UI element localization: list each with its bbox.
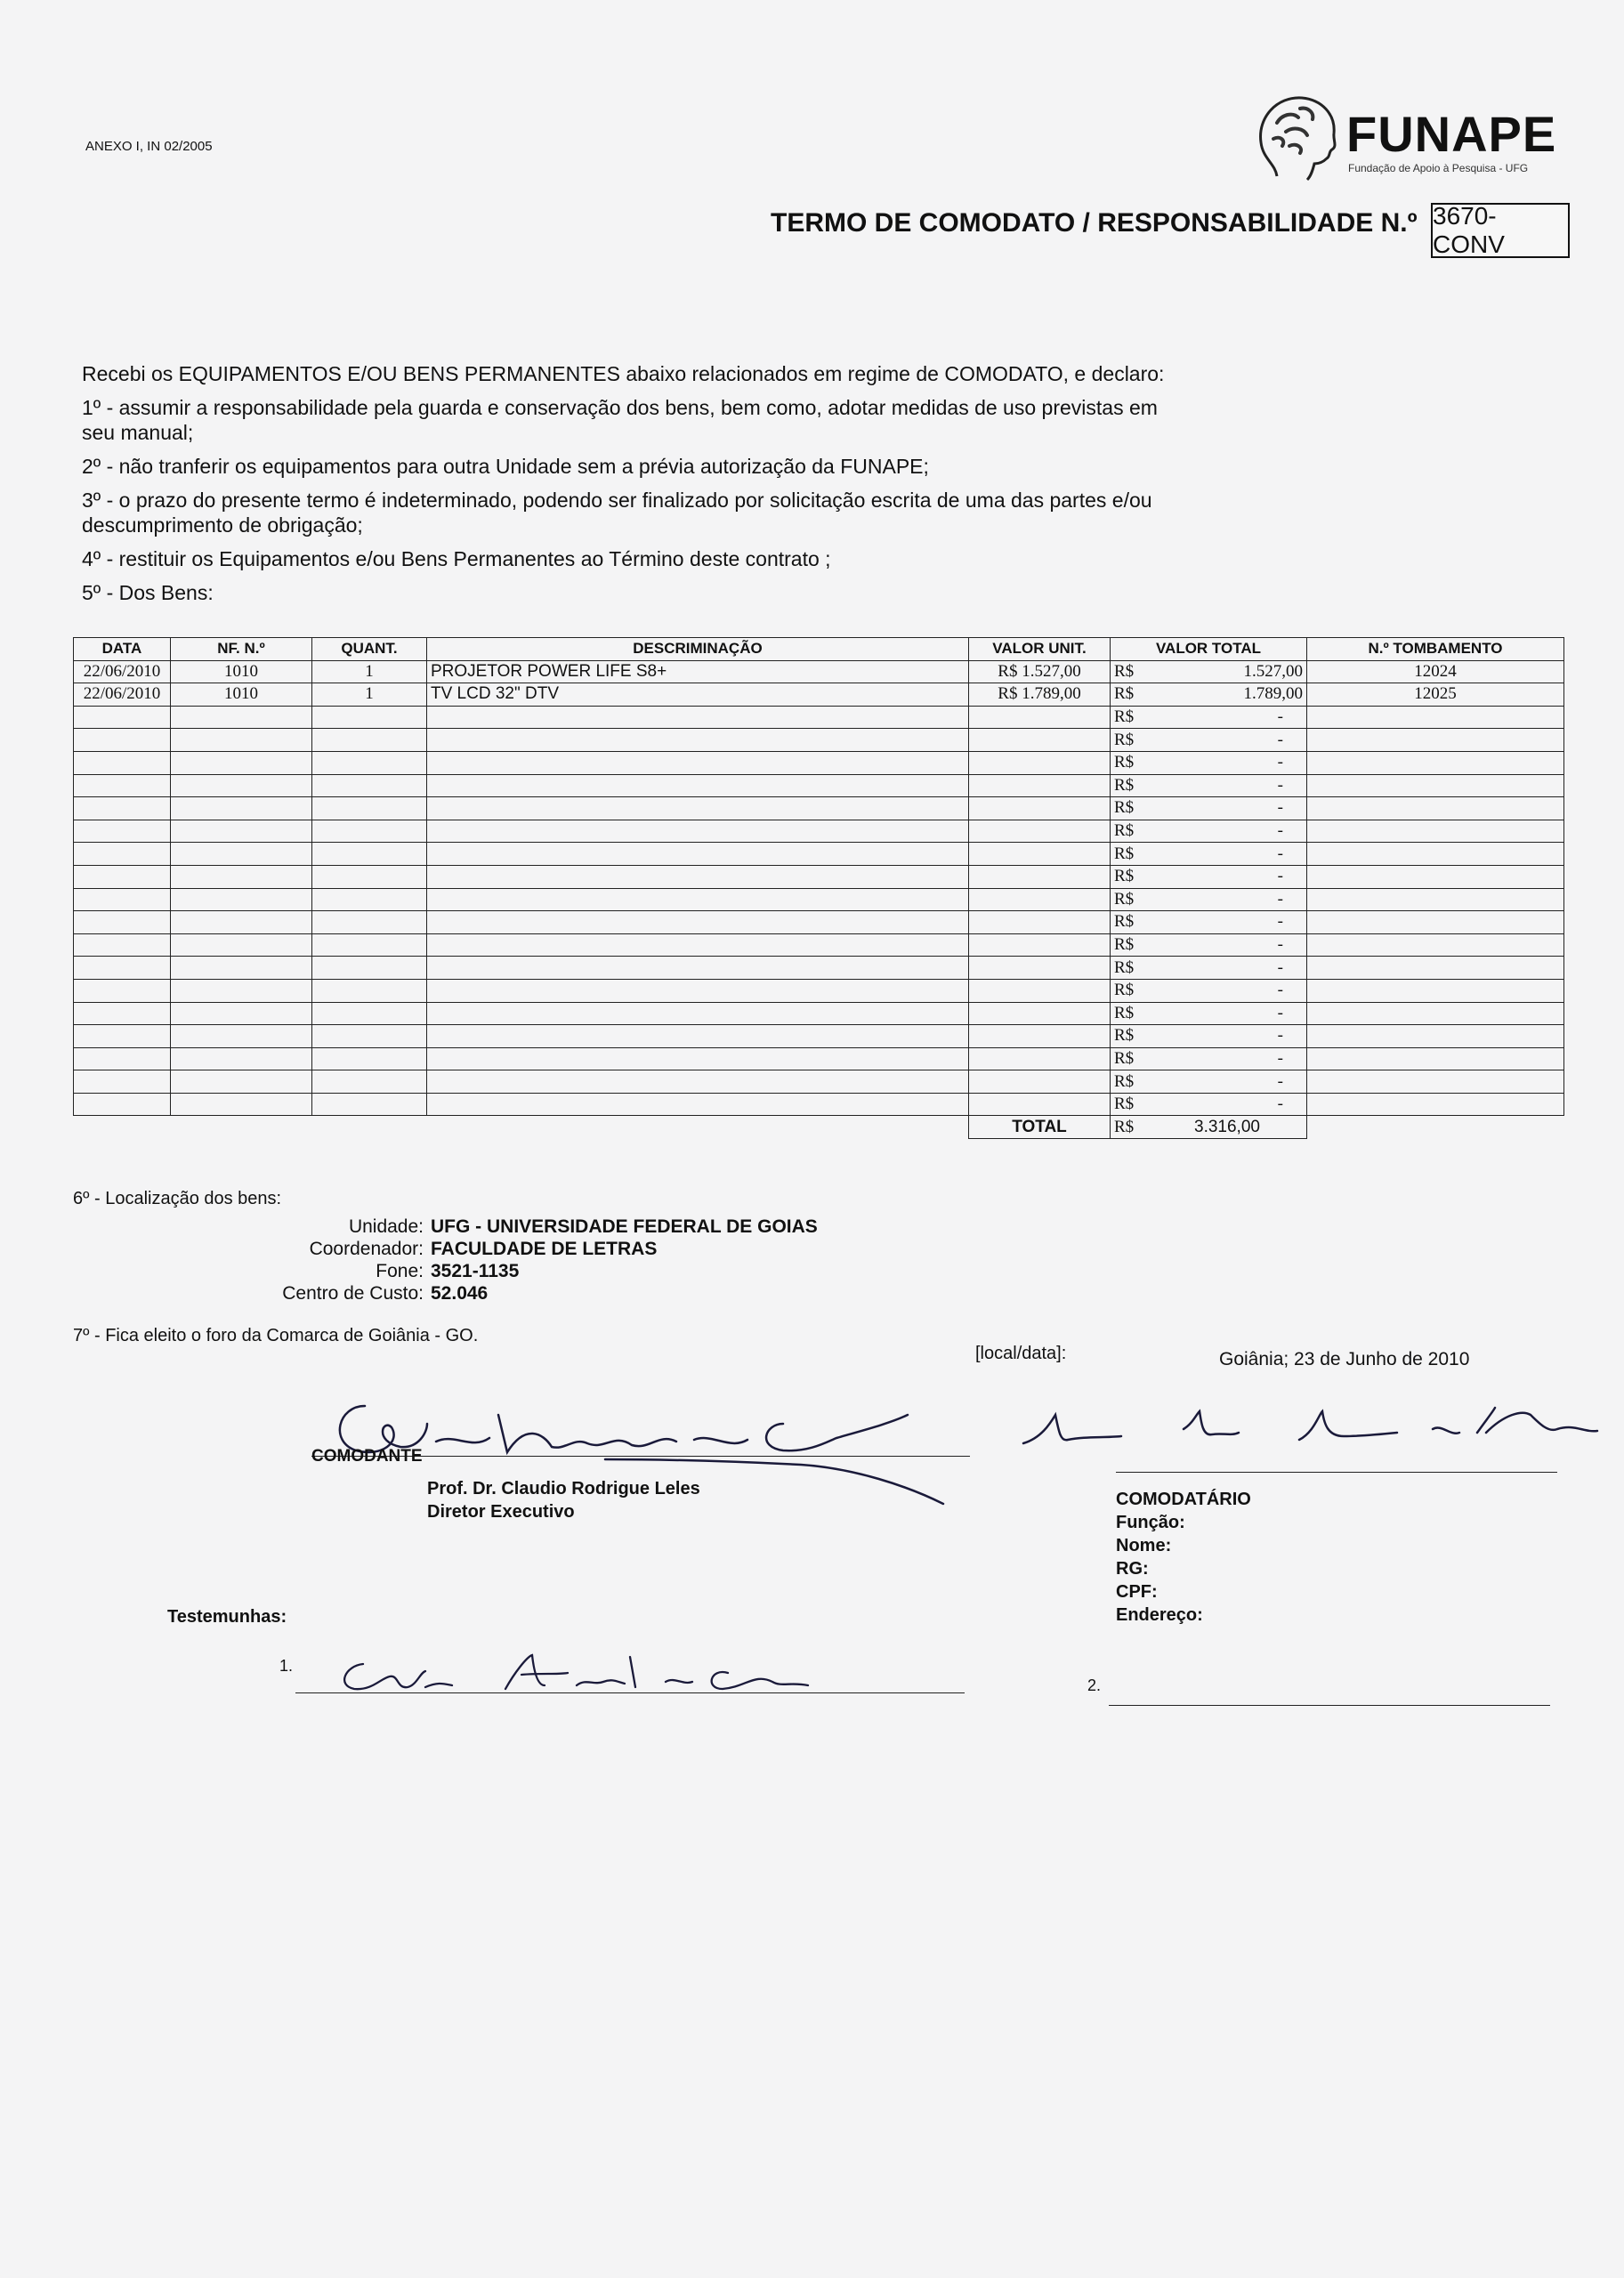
table-row — [74, 751, 1564, 774]
cell-total-value: - — [1148, 797, 1307, 820]
location-block — [267, 1216, 818, 1305]
cell-description — [427, 888, 969, 911]
annex-reference: ANEXO I, IN 02/2005 — [85, 139, 213, 154]
centro-custo-value: 52.046 — [431, 1282, 489, 1304]
fone-label: Fone: — [376, 1260, 424, 1281]
cell-description — [427, 706, 969, 729]
cell-quant — [312, 797, 427, 820]
cell-date — [74, 865, 171, 888]
cell-tombamento — [1307, 1093, 1564, 1116]
cell-tombamento — [1307, 1047, 1564, 1070]
cell-date — [74, 1025, 171, 1048]
term-number-box: 3670-CONV — [1431, 203, 1570, 258]
cell-description — [427, 933, 969, 957]
cell-unit-value — [969, 820, 1111, 843]
cell-nf — [171, 1047, 312, 1070]
cell-tombamento — [1307, 957, 1564, 980]
cell-currency: R$ — [1111, 774, 1149, 797]
cell-nf — [171, 751, 312, 774]
table-row — [74, 1002, 1564, 1025]
coordenador-value: FACULDADE DE LETRAS — [431, 1238, 658, 1259]
cell-currency: R$ — [1111, 957, 1149, 980]
cell-unit-value — [969, 933, 1111, 957]
cell-unit-value: R$ 1.789,00 — [969, 683, 1111, 707]
cell-tombamento — [1307, 751, 1564, 774]
cell-description: PROJETOR POWER LIFE S8+ — [427, 660, 969, 683]
cell-quant: 1 — [312, 683, 427, 707]
cell-nf — [171, 706, 312, 729]
table-row — [74, 1025, 1564, 1048]
cell-date — [74, 797, 171, 820]
clause-5: 5º - Dos Bens: — [82, 581, 214, 604]
cell-date — [74, 957, 171, 980]
comodatario-block — [1116, 1488, 1251, 1627]
cell-description — [427, 751, 969, 774]
table-row — [74, 979, 1564, 1002]
cell-currency: R$ — [1111, 820, 1149, 843]
intro-paragraph: Recebi os EQUIPAMENTOS E/OU BENS PERMANENTES abaixo relacionados em regime de COMODATO, e declaro: — [82, 362, 1165, 385]
total-currency: R$ — [1111, 1116, 1149, 1139]
logo-name: FUNAPE — [1346, 106, 1557, 162]
cell-description — [427, 1025, 969, 1048]
witness-2-line — [1109, 1705, 1550, 1706]
cell-currency: R$ — [1111, 706, 1149, 729]
table-row — [74, 865, 1564, 888]
cell-date — [74, 933, 171, 957]
cell-tombamento — [1307, 774, 1564, 797]
cell-currency: R$ — [1111, 751, 1149, 774]
witness-1-number: 1. — [279, 1657, 294, 1675]
cell-nf — [171, 797, 312, 820]
table-row — [74, 729, 1564, 752]
unidade-value: UFG - UNIVERSIDADE FEDERAL DE GOIAS — [431, 1216, 818, 1237]
cell-description: TV LCD 32" DTV — [427, 683, 969, 707]
table-row — [74, 1070, 1564, 1094]
foro-clause: 7º - Fica eleito o foro da Comarca de Goiânia - GO. — [73, 1326, 479, 1345]
cell-nf — [171, 888, 312, 911]
cell-nf: 1010 — [171, 660, 312, 683]
header-tombamento: N.º TOMBAMENTO — [1307, 638, 1564, 661]
clause-2: 2º - não tranferir os equipamentos para outra Unidade sem a prévia autorização da FUNAPE; — [82, 455, 929, 478]
cell-total-value: - — [1148, 888, 1307, 911]
cell-nf — [171, 911, 312, 934]
total-label: TOTAL — [969, 1116, 1111, 1139]
comodatario-cpf: CPF: — [1116, 1582, 1158, 1602]
cell-currency: R$ — [1111, 933, 1149, 957]
coordenador-label: Coordenador: — [309, 1238, 424, 1259]
cell-description — [427, 1093, 969, 1116]
cell-quant — [312, 957, 427, 980]
cell-date — [74, 843, 171, 866]
cell-currency: R$ — [1111, 797, 1149, 820]
header-total-value: VALOR TOTAL — [1111, 638, 1307, 661]
cell-quant — [312, 1047, 427, 1070]
cell-date — [74, 1002, 171, 1025]
cell-total-value: - — [1148, 706, 1307, 729]
cell-date — [74, 820, 171, 843]
cell-date — [74, 729, 171, 752]
witness-2-number: 2. — [1087, 1676, 1102, 1694]
cell-unit-value — [969, 843, 1111, 866]
cell-unit-value — [969, 797, 1111, 820]
table-row — [74, 797, 1564, 820]
cell-currency: R$ — [1111, 660, 1149, 683]
witness-1-signature — [327, 1646, 826, 1700]
cell-currency: R$ — [1111, 979, 1149, 1002]
cell-currency: R$ — [1111, 911, 1149, 934]
cell-unit-value — [969, 865, 1111, 888]
comodatario-nome: Nome: — [1116, 1536, 1172, 1555]
cell-quant — [312, 1093, 427, 1116]
cell-unit-value — [969, 1025, 1111, 1048]
comodante-info — [427, 1477, 700, 1523]
cell-description — [427, 843, 969, 866]
local-data-value: Goiânia; 23 de Junho de 2010 — [1219, 1349, 1470, 1369]
cell-currency: R$ — [1111, 729, 1149, 752]
cell-total-value: 1.527,00 — [1148, 660, 1307, 683]
cell-quant — [312, 888, 427, 911]
table-row — [74, 774, 1564, 797]
cell-nf — [171, 729, 312, 752]
cell-currency: R$ — [1111, 1093, 1149, 1116]
document-title: TERMO DE COMODATO / RESPONSABILIDADE N.º — [771, 208, 1418, 238]
cell-total-value: - — [1148, 1070, 1307, 1094]
comodatario-rg: RG: — [1116, 1559, 1149, 1579]
cell-nf — [171, 1025, 312, 1048]
cell-total-value: - — [1148, 1047, 1307, 1070]
cell-unit-value — [969, 1070, 1111, 1094]
cell-quant — [312, 911, 427, 934]
table-row — [74, 933, 1564, 957]
header-date: DATA — [74, 638, 171, 661]
cell-unit-value — [969, 774, 1111, 797]
comodatario-signature — [1006, 1397, 1593, 1468]
cell-total-value: - — [1148, 979, 1307, 1002]
clause-1: 1º - assumir a responsabilidade pela guarda e conservação dos bens, bem como, adotar medidas de uso previstas em seu manual; — [82, 396, 1158, 444]
cell-unit-value — [969, 1093, 1111, 1116]
cell-description — [427, 1002, 969, 1025]
table-body — [74, 660, 1564, 1138]
comodatario-endereco: Endereço: — [1116, 1605, 1203, 1625]
cell-unit-value — [969, 729, 1111, 752]
local-data-label: [local/data]: — [975, 1344, 1067, 1363]
cell-nf — [171, 933, 312, 957]
cell-currency: R$ — [1111, 888, 1149, 911]
cell-date — [74, 706, 171, 729]
cell-unit-value — [969, 979, 1111, 1002]
cell-tombamento — [1307, 933, 1564, 957]
cell-total-value: - — [1148, 729, 1307, 752]
cell-currency: R$ — [1111, 865, 1149, 888]
cell-total-value: - — [1148, 1025, 1307, 1048]
cell-nf — [171, 1002, 312, 1025]
cell-total-value: - — [1148, 911, 1307, 934]
cell-nf — [171, 774, 312, 797]
table-row — [74, 1093, 1564, 1116]
cell-date — [74, 888, 171, 911]
cell-tombamento — [1307, 820, 1564, 843]
assets-table — [73, 637, 1564, 1139]
comodante-label: COMODANTE — [311, 1447, 423, 1466]
header-unit-value: VALOR UNIT. — [969, 638, 1111, 661]
fone-value: 3521-1135 — [431, 1260, 520, 1281]
cell-tombamento — [1307, 911, 1564, 934]
cell-currency: R$ — [1111, 683, 1149, 707]
total-value: 3.316,00 — [1148, 1116, 1307, 1139]
cell-nf — [171, 1070, 312, 1094]
location-title: 6º - Localização dos bens: — [73, 1189, 282, 1208]
table-row — [74, 911, 1564, 934]
cell-quant — [312, 843, 427, 866]
cell-nf — [171, 979, 312, 1002]
cell-tombamento — [1307, 865, 1564, 888]
table-header-row — [74, 638, 1564, 661]
cell-date — [74, 979, 171, 1002]
cell-total-value: - — [1148, 957, 1307, 980]
cell-tombamento — [1307, 843, 1564, 866]
cell-total-value: - — [1148, 843, 1307, 866]
cell-total-value: - — [1148, 1002, 1307, 1025]
cell-description — [427, 957, 969, 980]
cell-nf — [171, 843, 312, 866]
cell-currency: R$ — [1111, 1002, 1149, 1025]
header-description: DESCRIMINAÇÃO — [427, 638, 969, 661]
clause-4: 4º - restituir os Equipamentos e/ou Bens Permanentes ao Término deste contrato ; — [82, 547, 831, 570]
table-row — [74, 660, 1564, 683]
cell-total-value: - — [1148, 933, 1307, 957]
table-row — [74, 706, 1564, 729]
cell-total-value: - — [1148, 751, 1307, 774]
cell-description — [427, 911, 969, 934]
table-row — [74, 820, 1564, 843]
cell-quant — [312, 933, 427, 957]
cell-tombamento — [1307, 1070, 1564, 1094]
cell-quant — [312, 1002, 427, 1025]
cell-description — [427, 774, 969, 797]
funape-logo — [1250, 87, 1571, 185]
cell-unit-value — [969, 1002, 1111, 1025]
cell-unit-value — [969, 751, 1111, 774]
cell-date — [74, 1070, 171, 1094]
cell-quant — [312, 729, 427, 752]
cell-description — [427, 865, 969, 888]
cell-unit-value — [969, 888, 1111, 911]
cell-total-value: - — [1148, 1093, 1307, 1116]
cell-date — [74, 774, 171, 797]
table-row — [74, 683, 1564, 707]
cell-total-value: 1.789,00 — [1148, 683, 1307, 707]
cell-description — [427, 1070, 969, 1094]
total-spacer — [74, 1116, 969, 1139]
table-row — [74, 957, 1564, 980]
centro-custo-label: Centro de Custo: — [282, 1282, 424, 1304]
cell-tombamento: 12025 — [1307, 683, 1564, 707]
cell-description — [427, 820, 969, 843]
cell-unit-value — [969, 706, 1111, 729]
cell-unit-value — [969, 1047, 1111, 1070]
cell-description — [427, 1047, 969, 1070]
cell-tombamento — [1307, 1025, 1564, 1048]
cell-date: 22/06/2010 — [74, 683, 171, 707]
cell-nf — [171, 957, 312, 980]
cell-unit-value: R$ 1.527,00 — [969, 660, 1111, 683]
header-quant: QUANT. — [312, 638, 427, 661]
cell-total-value: - — [1148, 865, 1307, 888]
cell-description — [427, 979, 969, 1002]
cell-tombamento — [1307, 729, 1564, 752]
total-spacer-right — [1307, 1116, 1564, 1139]
unidade-label: Unidade: — [348, 1216, 424, 1237]
cell-total-value: - — [1148, 820, 1307, 843]
testemunhas-label: Testemunhas: — [167, 1607, 287, 1627]
cell-quant — [312, 865, 427, 888]
cell-tombamento — [1307, 1002, 1564, 1025]
cell-unit-value — [969, 957, 1111, 980]
cell-date — [74, 1093, 171, 1116]
cell-date: 22/06/2010 — [74, 660, 171, 683]
cell-nf — [171, 820, 312, 843]
comodatario-label: COMODATÁRIO — [1116, 1490, 1251, 1509]
cell-date — [74, 911, 171, 934]
cell-quant: 1 — [312, 660, 427, 683]
comodatario-funcao: Função: — [1116, 1513, 1185, 1532]
total-row — [74, 1116, 1564, 1139]
cell-quant — [312, 820, 427, 843]
logo-subtitle: Fundação de Apoio à Pesquisa - UFG — [1348, 162, 1529, 174]
header-nf: NF. N.º — [171, 638, 312, 661]
table-row — [74, 888, 1564, 911]
cell-currency: R$ — [1111, 843, 1149, 866]
cell-tombamento — [1307, 797, 1564, 820]
cell-currency: R$ — [1111, 1047, 1149, 1070]
clause-3: 3º - o prazo do presente termo é indeterminado, podendo ser finalizado por solicitação escrita de uma das partes e/ou descumprimento de obrigação; — [82, 489, 1152, 537]
cell-description — [427, 797, 969, 820]
cell-unit-value — [969, 911, 1111, 934]
cell-description — [427, 729, 969, 752]
cell-nf — [171, 1093, 312, 1116]
comodante-name: Prof. Dr. Claudio Rodrigue Leles — [427, 1479, 700, 1498]
cell-nf: 1010 — [171, 683, 312, 707]
brain-head-icon — [1250, 87, 1339, 183]
declaration-text — [82, 361, 1239, 614]
cell-nf — [171, 865, 312, 888]
comodante-role: Diretor Executivo — [427, 1502, 575, 1522]
cell-total-value: - — [1148, 774, 1307, 797]
comodatario-signature-line — [1116, 1472, 1557, 1473]
cell-date — [74, 751, 171, 774]
cell-quant — [312, 774, 427, 797]
cell-currency: R$ — [1111, 1070, 1149, 1094]
cell-tombamento — [1307, 979, 1564, 1002]
cell-quant — [312, 979, 427, 1002]
cell-date — [74, 1047, 171, 1070]
cell-currency: R$ — [1111, 1025, 1149, 1048]
cell-quant — [312, 751, 427, 774]
cell-quant — [312, 1070, 427, 1094]
cell-quant — [312, 1025, 427, 1048]
cell-tombamento — [1307, 706, 1564, 729]
table-row — [74, 1047, 1564, 1070]
cell-tombamento: 12024 — [1307, 660, 1564, 683]
cell-tombamento — [1307, 888, 1564, 911]
table-row — [74, 843, 1564, 866]
cell-quant — [312, 706, 427, 729]
